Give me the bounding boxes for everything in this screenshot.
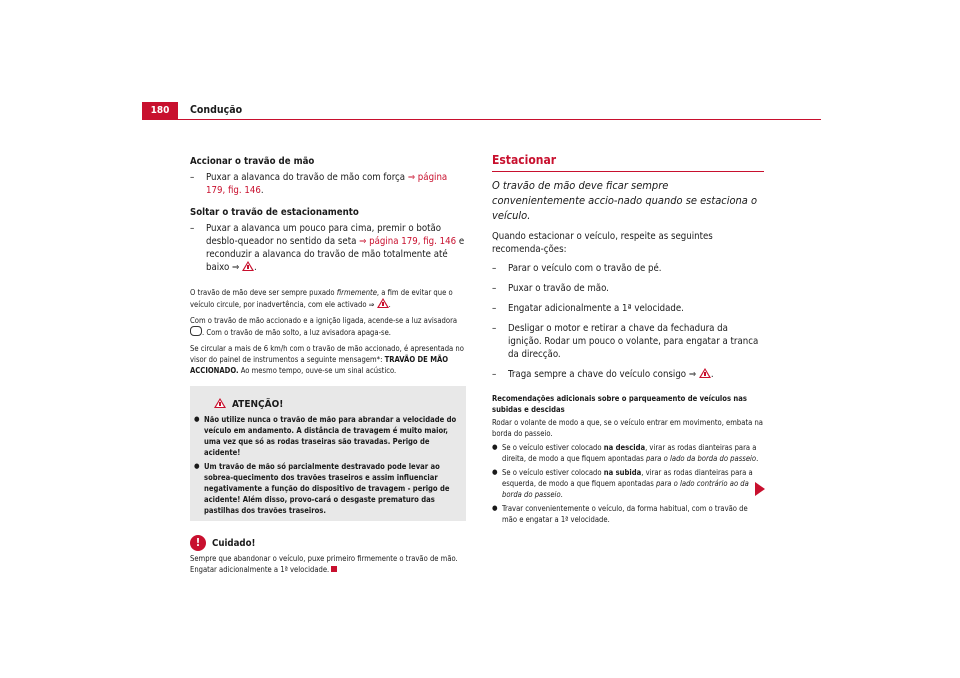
right-column <box>492 153 764 525</box>
page-number: 180 <box>142 102 178 120</box>
continue-arrow-icon <box>755 482 765 496</box>
para-end: . <box>388 300 391 309</box>
lead-text: Quando estacionar o veículo, respeite as seguintes recomenda-ções: <box>492 231 713 255</box>
header-rule <box>142 119 821 120</box>
section-title: Estacionar <box>492 153 557 167</box>
warning-title: ATENÇÃO! <box>232 399 284 410</box>
para-text: O travão de mão deve ser sempre puxado <box>190 288 337 297</box>
parking-step: – Parar o veículo com o travão de pé. <box>492 262 764 275</box>
caution-header <box>190 531 466 551</box>
warning-item: ● Um travão de mão só parcialmente destravado pode levar ao sobrea-quecimento dos travões traseiros e assim influenciar negativamente a função do dispositivo de travagem - perigo de acidente! Além disso, provo-cará o desgaste prematuro das pastilhas dos travões traseiros. <box>194 461 462 516</box>
bullet-text: Se o veículo estiver colocado <box>502 443 604 452</box>
warning-triangle-icon <box>699 368 711 378</box>
step-text: Puxar a alavanca um pouco para cima, premir o botão desblo-queador no sentido da seta <box>206 223 442 247</box>
bullet-text-cont: , virar as rodas dianteiras para a esquerda, de modo a que fiquem apontadas <box>502 468 753 488</box>
step-text: Traga sempre a chave do veículo consigo ⇒ <box>508 369 699 380</box>
bullet-italic: para o lado da borda do passeio <box>645 454 757 463</box>
caution-title: Cuidado! <box>212 538 256 549</box>
step-release <box>190 222 466 274</box>
heading-release-handbrake: Soltar o travão de estacionamento <box>190 207 359 218</box>
bullet-bold: na descida <box>603 443 646 452</box>
step-text-end: . <box>253 262 257 273</box>
caution-body: Sempre que abandonar o veículo, puxe primeiro firmemente o travão de mão. Engatar adicionalmente a 1ª velocidade. <box>190 554 458 574</box>
para-speed-message <box>190 343 466 376</box>
bullet-end: . <box>756 454 759 463</box>
caution-text <box>190 553 466 575</box>
bullet-text-cont: , virar as rodas dianteiras para a direita, de modo a que fiquem apontadas <box>502 443 757 463</box>
parking-step: – Desligar o motor e retirar a chave da fechadura da ignição. Rodar um pouco o volante, para engatar a tranca da direcção. <box>492 322 764 361</box>
bullet-bold: na subida <box>603 468 642 477</box>
bullet-text: Se o veículo estiver colocado <box>502 468 604 477</box>
warning-box <box>190 386 466 521</box>
left-column <box>190 155 466 575</box>
step-text: Puxar a alavanca do travão de mão com força <box>206 172 408 183</box>
para-firmly <box>190 287 466 310</box>
bullet-end: . <box>560 490 563 499</box>
step-engage <box>190 171 466 197</box>
page-ref-link[interactable]: ⇒ página 179, fig. 146 <box>359 236 457 247</box>
section-intro: O travão de mão deve ficar sempre convenientemente accio-nado quando se estaciona o veículo. <box>492 179 758 222</box>
parking-step: – Puxar o travão de mão. <box>492 282 764 295</box>
parking-step: – Engatar adicionalmente a 1ª velocidade. <box>492 302 764 315</box>
para-text: Se circular a mais de 6 km/h com o travão de mão accionado, é apresentada no visor do painel de instrumentos a seguinte mensagem*: <box>190 344 464 364</box>
brake-warning-lamp-icon <box>190 326 202 336</box>
recommendations-heading: Recomendações adicionais sobre o parqueamento de veículos nas subidas e descidas <box>492 394 747 414</box>
step-text-end: . <box>260 185 264 196</box>
brake-bullet: ● Travar convenientemente o veículo, da forma habitual, com o travão de mão e engatar a 1ª velocidade. <box>492 503 764 525</box>
para-text-cont: . Com o travão de mão solto, a luz avisadora apaga-se. <box>202 328 391 337</box>
bullet-italic: para o lado contrário ao da borda do passeio <box>502 479 749 499</box>
para-bold: TRAVÃO DE MÃO ACCIONADO. <box>190 355 449 375</box>
para-text-cont: , a fim de evitar que o veículo circule, por inadvertência, com ele activado ⇒ <box>190 288 453 309</box>
para-warning-lamp <box>190 315 466 338</box>
step-text-end: . <box>710 369 714 380</box>
running-header-title: Condução <box>190 104 243 116</box>
para-italic: firmemente <box>336 288 377 297</box>
para-text-cont: Ao mesmo tempo, ouve-se um sinal acústico. <box>238 366 397 375</box>
warning-triangle-icon <box>214 398 226 408</box>
warning-header <box>194 392 462 411</box>
uphill-bullet <box>492 467 764 500</box>
recommendations-para: Rodar o volante de modo a que, se o veículo entrar em movimento, embata na borda do passeio. <box>492 418 763 438</box>
warning-triangle-icon <box>377 298 389 308</box>
warning-triangle-icon <box>242 261 254 271</box>
end-of-section-marker <box>331 566 337 572</box>
para-text: Com o travão de mão accionado e a ignição ligada, acende-se a luz avisadora <box>190 316 458 325</box>
downhill-bullet <box>492 442 764 464</box>
heading-engage-handbrake: Accionar o travão de mão <box>190 156 315 167</box>
page-ref-link[interactable]: ⇒ página 179, fig. 146 <box>206 172 448 196</box>
warning-item: ● Não utilize nunca o travão de mão para abrandar a velocidade do veículo em andamento. A distância de travagem é muito maior, uma vez que só as rodas traseiras são travadas. Perigo de acidente! <box>194 414 462 458</box>
exclamation-icon: ! <box>190 535 206 551</box>
section-rule <box>492 171 764 172</box>
step-text-cont: e reconduzir a alavanca do travão de mão totalmente até baixo ⇒ <box>206 236 465 273</box>
parking-step <box>492 368 764 381</box>
